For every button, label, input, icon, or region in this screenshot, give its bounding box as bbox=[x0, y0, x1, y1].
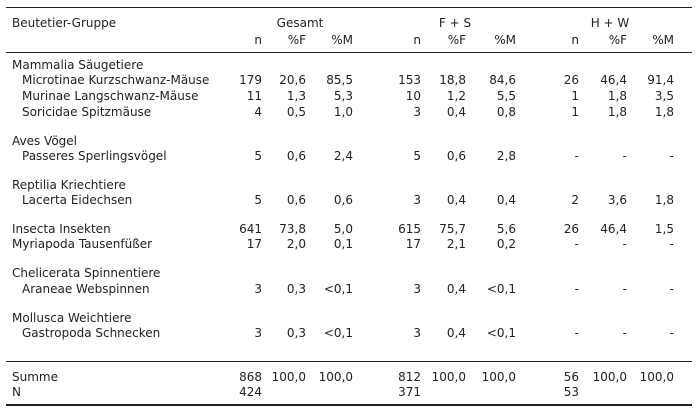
table-cell: 100,0 bbox=[592, 370, 627, 384]
subheader-pct-f: %F bbox=[447, 33, 466, 47]
table-cell: 1,5 bbox=[654, 222, 674, 236]
table-cell: 1,8 bbox=[654, 105, 674, 119]
table-cell: 75,7 bbox=[439, 222, 466, 236]
table-cell: 3,6 bbox=[607, 193, 627, 207]
table-cell: - bbox=[669, 326, 674, 340]
row-label: Summe bbox=[12, 370, 58, 384]
table-cell: 0,4 bbox=[446, 105, 466, 119]
table-cell: 1,0 bbox=[333, 105, 353, 119]
table-cell: 3 bbox=[413, 326, 421, 340]
table-cell: 0,6 bbox=[286, 149, 306, 163]
table-cell: 17 bbox=[246, 237, 262, 251]
table-cell: 153 bbox=[398, 73, 421, 87]
subheader-pct-f: %F bbox=[287, 33, 306, 47]
table-cell: 1,8 bbox=[607, 105, 627, 119]
table-cell: - bbox=[622, 326, 627, 340]
table-cell: 2,8 bbox=[496, 149, 516, 163]
table-cell: <0,1 bbox=[323, 282, 353, 296]
table-cell: 91,4 bbox=[647, 73, 674, 87]
row-label: Lacerta Eidechsen bbox=[22, 193, 133, 207]
table-cell: 3 bbox=[254, 326, 262, 340]
table-cell: 18,8 bbox=[439, 73, 466, 87]
table-cell: 100,0 bbox=[639, 370, 674, 384]
table-cell: 85,5 bbox=[326, 73, 353, 87]
table-cell: 5 bbox=[254, 193, 262, 207]
table-cell: 1 bbox=[571, 89, 579, 103]
table-cell: 0,4 bbox=[496, 193, 516, 207]
table-cell: - bbox=[669, 149, 674, 163]
table-cell: 2,0 bbox=[286, 237, 306, 251]
row-label: Reptilia Kriechtiere bbox=[12, 178, 126, 192]
table-cell: 53 bbox=[563, 385, 579, 399]
table-cell: 424 bbox=[239, 385, 262, 399]
table-cell: 26 bbox=[563, 222, 579, 236]
table-cell: 0,3 bbox=[286, 282, 306, 296]
table-cell: 2,4 bbox=[333, 149, 353, 163]
row-label: Gastropoda Schnecken bbox=[22, 326, 161, 340]
subheader-pct-m: %M bbox=[331, 33, 353, 47]
row-label: Aves Vögel bbox=[12, 134, 78, 148]
table-cell: 2,1 bbox=[446, 237, 466, 251]
table-cell: 10 bbox=[405, 89, 421, 103]
header-hw: H + W bbox=[590, 16, 630, 30]
row-label: Insecta Insekten bbox=[12, 222, 111, 236]
summary-rule bbox=[6, 361, 692, 362]
table-cell: 0,4 bbox=[446, 193, 466, 207]
table-cell: 1 bbox=[571, 105, 579, 119]
table-cell: - bbox=[622, 237, 627, 251]
subheader-n: n bbox=[413, 33, 421, 47]
table-cell: 812 bbox=[398, 370, 421, 384]
table-cell: 3,5 bbox=[654, 89, 674, 103]
table-cell: 26 bbox=[563, 73, 579, 87]
table-cell: 0,5 bbox=[286, 105, 306, 119]
table-cell: 371 bbox=[398, 385, 421, 399]
table-cell: - bbox=[574, 149, 579, 163]
table-cell: 615 bbox=[398, 222, 421, 236]
table-cell: 1,2 bbox=[446, 89, 466, 103]
row-label: Myriapoda Tausenfüßer bbox=[12, 237, 153, 251]
table-cell: 0,1 bbox=[333, 237, 353, 251]
table-cell: <0,1 bbox=[486, 326, 516, 340]
table-cell: 0,6 bbox=[446, 149, 466, 163]
table-cell: 641 bbox=[239, 222, 262, 236]
table-cell: 100,0 bbox=[318, 370, 353, 384]
table-cell: 11 bbox=[246, 89, 262, 103]
table-cell: 0,2 bbox=[496, 237, 516, 251]
subheader-n: n bbox=[571, 33, 579, 47]
table-cell: - bbox=[669, 237, 674, 251]
subheader-pct-f: %F bbox=[608, 33, 627, 47]
row-label: Mollusca Weichtiere bbox=[12, 311, 132, 325]
subheader-pct-m: %M bbox=[652, 33, 674, 47]
table-cell: 5,3 bbox=[333, 89, 353, 103]
table-cell: 0,6 bbox=[333, 193, 353, 207]
table-cell: 20,6 bbox=[279, 73, 306, 87]
table-cell: 2 bbox=[571, 193, 579, 207]
table-cell: 5,6 bbox=[496, 222, 516, 236]
table-cell: 100,0 bbox=[271, 370, 306, 384]
row-label: Soricidae Spitzmäuse bbox=[22, 105, 152, 119]
row-label: Mammalia Säugetiere bbox=[12, 58, 144, 72]
row-label: N bbox=[12, 385, 21, 399]
table-cell: 46,4 bbox=[600, 222, 627, 236]
table-cell: 3 bbox=[413, 105, 421, 119]
table-cell: 0,3 bbox=[286, 326, 306, 340]
table-cell: 0,8 bbox=[496, 105, 516, 119]
table-cell: 4 bbox=[254, 105, 262, 119]
header-group-label: Beutetier-Gruppe bbox=[12, 16, 117, 30]
header-gesamt: Gesamt bbox=[276, 16, 324, 30]
table-cell: 73,8 bbox=[279, 222, 306, 236]
row-label: Chelicerata Spinnentiere bbox=[12, 266, 161, 280]
table-cell: 17 bbox=[405, 237, 421, 251]
table-cell: 5 bbox=[254, 149, 262, 163]
table-cell: 0,4 bbox=[446, 282, 466, 296]
table-cell: 56 bbox=[563, 370, 579, 384]
top-rule bbox=[6, 7, 692, 8]
subheader-n: n bbox=[254, 33, 262, 47]
table-cell: - bbox=[574, 237, 579, 251]
table-cell: - bbox=[622, 282, 627, 296]
table-cell: 0,4 bbox=[446, 326, 466, 340]
table-cell: 868 bbox=[239, 370, 262, 384]
subheader-pct-m: %M bbox=[494, 33, 516, 47]
table-cell: 179 bbox=[239, 73, 262, 87]
table-cell: 0,6 bbox=[286, 193, 306, 207]
table-cell: 3 bbox=[413, 282, 421, 296]
header-fs: F + S bbox=[438, 16, 472, 30]
table-cell: 5 bbox=[413, 149, 421, 163]
table-cell: 1,8 bbox=[654, 193, 674, 207]
table-cell: 1,8 bbox=[607, 89, 627, 103]
table-cell: 5,0 bbox=[333, 222, 353, 236]
row-label: Araneae Webspinnen bbox=[22, 282, 150, 296]
table-cell: - bbox=[622, 149, 627, 163]
table-cell: - bbox=[574, 326, 579, 340]
table-cell: 84,6 bbox=[489, 73, 516, 87]
table-cell: 1,3 bbox=[286, 89, 306, 103]
table-cell: - bbox=[574, 282, 579, 296]
row-label: Passeres Sperlingsvögel bbox=[22, 149, 167, 163]
table-cell: 100,0 bbox=[481, 370, 516, 384]
table-cell: 3 bbox=[413, 193, 421, 207]
table-cell: 46,4 bbox=[600, 73, 627, 87]
table-cell: - bbox=[669, 282, 674, 296]
table-cell: <0,1 bbox=[323, 326, 353, 340]
table-cell: 5,5 bbox=[496, 89, 516, 103]
row-label: Microtinae Kurzschwanz-Mäuse bbox=[22, 73, 210, 87]
table-cell: 100,0 bbox=[431, 370, 466, 384]
bottom-rule bbox=[6, 404, 692, 406]
table-cell: 3 bbox=[254, 282, 262, 296]
row-label: Murinae Langschwanz-Mäuse bbox=[22, 89, 199, 103]
table-cell: <0,1 bbox=[486, 282, 516, 296]
header-rule bbox=[6, 52, 692, 53]
